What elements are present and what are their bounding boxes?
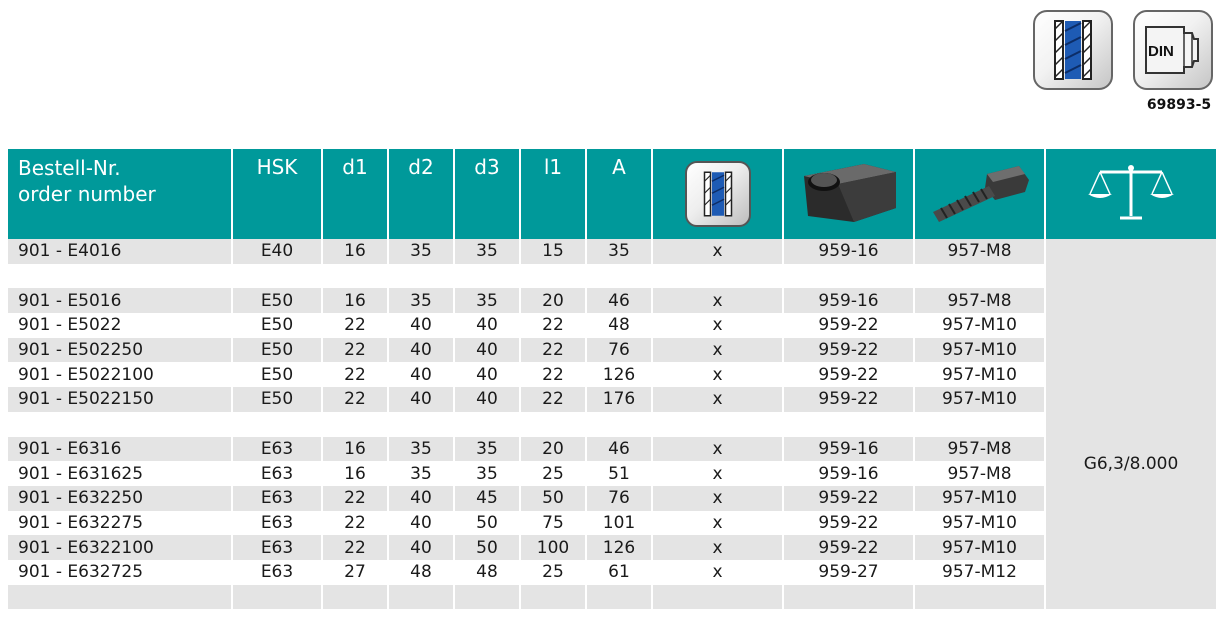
cell-hsk xyxy=(233,264,323,289)
cell-l1: 50 xyxy=(521,486,587,511)
clamping-block-icon xyxy=(794,156,904,228)
cell-screw: 957-M10 xyxy=(915,362,1046,387)
cell-d3: 40 xyxy=(455,338,521,363)
balance-scale-icon xyxy=(1086,160,1176,224)
cell-hsk: E40 xyxy=(233,239,323,264)
cell-clamp: 959-22 xyxy=(784,362,915,387)
cell-l1 xyxy=(521,264,587,289)
cell-clamp xyxy=(784,585,915,610)
cell-a: 126 xyxy=(587,535,653,560)
cell-order: 901 - E631625 xyxy=(8,461,233,486)
cell-d3 xyxy=(455,412,521,437)
screw-icon xyxy=(925,156,1035,228)
cell-a: 76 xyxy=(587,486,653,511)
cell-l1: 25 xyxy=(521,461,587,486)
cell-d1 xyxy=(323,585,389,610)
cell-d3: 40 xyxy=(455,387,521,412)
cell-d2: 40 xyxy=(389,338,455,363)
cell-screw: 957-M8 xyxy=(915,461,1046,486)
cell-clamp: 959-22 xyxy=(784,387,915,412)
cell-d2: 40 xyxy=(389,313,455,338)
cell-screw: 957-M10 xyxy=(915,313,1046,338)
cell-a: 76 xyxy=(587,338,653,363)
cell-a xyxy=(587,264,653,289)
cell-bal: x xyxy=(653,362,784,387)
din-standard-icon xyxy=(1133,10,1213,90)
cell-d2: 40 xyxy=(389,362,455,387)
table-row xyxy=(8,486,1216,511)
cell-d1: 16 xyxy=(323,437,389,462)
cell-bal: x xyxy=(653,437,784,462)
cell-d3: 50 xyxy=(455,535,521,560)
cell-order: 901 - E632250 xyxy=(8,486,233,511)
cell-clamp: 959-16 xyxy=(784,437,915,462)
cell-screw: 957-M10 xyxy=(915,511,1046,536)
cell-clamp: 959-16 xyxy=(784,239,915,264)
cell-hsk: E63 xyxy=(233,560,323,585)
cell-weight xyxy=(1046,239,1216,609)
table-row xyxy=(8,264,1216,289)
cell-a: 61 xyxy=(587,560,653,585)
header-screw xyxy=(915,149,1046,239)
cell-order: 901 - E4016 xyxy=(8,239,233,264)
table-row xyxy=(8,239,1216,264)
cell-screw: 957-M10 xyxy=(915,387,1046,412)
cell-d1: 16 xyxy=(323,239,389,264)
cell-d3: 45 xyxy=(455,486,521,511)
cell-order: 901 - E5022100 xyxy=(8,362,233,387)
cell-hsk: E50 xyxy=(233,338,323,363)
cell-hsk: E63 xyxy=(233,535,323,560)
header-d1: d1 xyxy=(323,149,389,239)
cell-hsk: E50 xyxy=(233,313,323,338)
cell-d1: 22 xyxy=(323,486,389,511)
cell-clamp: 959-22 xyxy=(784,338,915,363)
table-row xyxy=(8,585,1216,610)
cell-d3: 35 xyxy=(455,461,521,486)
cell-d1: 16 xyxy=(323,288,389,313)
din-taper-glyph xyxy=(1142,21,1204,79)
balanced-cutter-glyph xyxy=(1049,19,1097,81)
cell-hsk: E63 xyxy=(233,511,323,536)
table-row xyxy=(8,362,1216,387)
cell-d3: 40 xyxy=(455,313,521,338)
cell-d1 xyxy=(323,412,389,437)
cell-clamp xyxy=(784,412,915,437)
cell-screw: 957-M10 xyxy=(915,535,1046,560)
cell-l1: 100 xyxy=(521,535,587,560)
cell-l1: 15 xyxy=(521,239,587,264)
cell-d2: 48 xyxy=(389,560,455,585)
cell-hsk: E50 xyxy=(233,288,323,313)
cell-d1 xyxy=(323,264,389,289)
cell-bal: x xyxy=(653,387,784,412)
cell-order: 901 - E5022150 xyxy=(8,387,233,412)
table-row xyxy=(8,511,1216,536)
header-clamping-block xyxy=(784,149,915,239)
cell-d1: 22 xyxy=(323,362,389,387)
cell-a: 46 xyxy=(587,437,653,462)
cell-bal: x xyxy=(653,535,784,560)
cell-d2: 40 xyxy=(389,511,455,536)
cell-l1 xyxy=(521,585,587,610)
cell-d1: 16 xyxy=(323,461,389,486)
header-weight xyxy=(1046,149,1216,239)
cell-hsk: E63 xyxy=(233,461,323,486)
cell-order: 901 - E6322100 xyxy=(8,535,233,560)
cell-d3: 35 xyxy=(455,288,521,313)
cell-l1: 20 xyxy=(521,437,587,462)
header-l1: l1 xyxy=(521,149,587,239)
cell-a xyxy=(587,585,653,610)
cell-l1: 22 xyxy=(521,338,587,363)
cell-screw: 957-M8 xyxy=(915,239,1046,264)
header-balanced xyxy=(653,149,784,239)
cell-clamp: 959-22 xyxy=(784,511,915,536)
cell-l1: 22 xyxy=(521,387,587,412)
cell-screw: 957-M10 xyxy=(915,338,1046,363)
cell-clamp: 959-27 xyxy=(784,560,915,585)
cell-hsk xyxy=(233,585,323,610)
cell-l1: 22 xyxy=(521,362,587,387)
cell-screw xyxy=(915,264,1046,289)
cell-l1: 20 xyxy=(521,288,587,313)
cell-a: 176 xyxy=(587,387,653,412)
cell-bal: x xyxy=(653,313,784,338)
table-row xyxy=(8,560,1216,585)
cell-a: 101 xyxy=(587,511,653,536)
cell-bal: x xyxy=(653,511,784,536)
cell-l1: 75 xyxy=(521,511,587,536)
cell-clamp xyxy=(784,264,915,289)
cell-hsk: E63 xyxy=(233,486,323,511)
table-header-row xyxy=(8,149,1216,239)
cell-bal: x xyxy=(653,560,784,585)
cell-bal: x xyxy=(653,288,784,313)
table-row xyxy=(8,461,1216,486)
cell-screw: 957-M12 xyxy=(915,560,1046,585)
cell-hsk xyxy=(233,412,323,437)
header-order-line2: order number xyxy=(18,182,156,206)
cell-bal xyxy=(653,585,784,610)
cell-d3 xyxy=(455,264,521,289)
header-d2: d2 xyxy=(389,149,455,239)
header-hsk: HSK xyxy=(233,149,323,239)
cell-d2 xyxy=(389,412,455,437)
cell-d1: 27 xyxy=(323,560,389,585)
cell-d3: 48 xyxy=(455,560,521,585)
cell-d2: 40 xyxy=(389,535,455,560)
cell-d1: 22 xyxy=(323,387,389,412)
cell-screw xyxy=(915,412,1046,437)
cell-d2 xyxy=(389,264,455,289)
cell-screw xyxy=(915,585,1046,610)
cell-d3: 50 xyxy=(455,511,521,536)
balanced-cutter-icon xyxy=(1033,10,1113,90)
cell-clamp: 959-22 xyxy=(784,486,915,511)
cell-d2: 40 xyxy=(389,387,455,412)
balanced-cutter-icon xyxy=(685,161,751,227)
cell-order: 901 - E632275 xyxy=(8,511,233,536)
cell-hsk: E50 xyxy=(233,387,323,412)
cell-d1: 22 xyxy=(323,535,389,560)
cell-bal: x xyxy=(653,486,784,511)
product-table xyxy=(8,149,1216,609)
cell-d2: 35 xyxy=(389,461,455,486)
cell-bal: x xyxy=(653,239,784,264)
header-order-number xyxy=(8,149,233,239)
cell-a: 126 xyxy=(587,362,653,387)
cell-d3: 40 xyxy=(455,362,521,387)
din-number: 69893-5 xyxy=(1146,97,1212,113)
cell-a xyxy=(587,412,653,437)
table-row xyxy=(8,412,1216,437)
cell-screw: 957-M8 xyxy=(915,288,1046,313)
cell-d1: 22 xyxy=(323,313,389,338)
weight-value: G6,3/8.000 xyxy=(1083,454,1179,475)
cell-hsk: E50 xyxy=(233,362,323,387)
cell-l1: 22 xyxy=(521,313,587,338)
cell-a: 46 xyxy=(587,288,653,313)
balanced-cutter-small-glyph xyxy=(700,169,736,219)
product-table-container xyxy=(8,149,1216,609)
cell-order: 901 - E5016 xyxy=(8,288,233,313)
cell-d2: 35 xyxy=(389,239,455,264)
cell-order xyxy=(8,412,233,437)
header-d3: d3 xyxy=(455,149,521,239)
cell-bal xyxy=(653,264,784,289)
table-row xyxy=(8,313,1216,338)
table-row xyxy=(8,437,1216,462)
cell-order xyxy=(8,264,233,289)
header-a: A xyxy=(587,149,653,239)
cell-bal: x xyxy=(653,461,784,486)
cell-a: 51 xyxy=(587,461,653,486)
cell-d1: 22 xyxy=(323,511,389,536)
cell-d3: 35 xyxy=(455,239,521,264)
cell-clamp: 959-22 xyxy=(784,313,915,338)
din-text: DIN xyxy=(1148,43,1174,60)
cell-d2 xyxy=(389,585,455,610)
cell-clamp: 959-16 xyxy=(784,461,915,486)
cell-hsk: E63 xyxy=(233,437,323,462)
table-row xyxy=(8,288,1216,313)
cell-d2: 40 xyxy=(389,486,455,511)
cell-clamp: 959-16 xyxy=(784,288,915,313)
cell-d2: 35 xyxy=(389,288,455,313)
cell-order: 901 - E502250 xyxy=(8,338,233,363)
table-row xyxy=(8,387,1216,412)
cell-d2: 35 xyxy=(389,437,455,462)
table-row xyxy=(8,338,1216,363)
cell-l1 xyxy=(521,412,587,437)
cell-d3 xyxy=(455,585,521,610)
cell-a: 48 xyxy=(587,313,653,338)
cell-clamp: 959-22 xyxy=(784,535,915,560)
cell-order xyxy=(8,585,233,610)
cell-bal: x xyxy=(653,338,784,363)
cell-bal xyxy=(653,412,784,437)
cell-d1: 22 xyxy=(323,338,389,363)
cell-screw: 957-M10 xyxy=(915,486,1046,511)
cell-screw: 957-M8 xyxy=(915,437,1046,462)
table-body xyxy=(8,239,1216,609)
header-order-line1: Bestell-Nr. xyxy=(18,156,121,180)
cell-d3: 35 xyxy=(455,437,521,462)
cell-order: 901 - E5022 xyxy=(8,313,233,338)
cell-a: 35 xyxy=(587,239,653,264)
cell-order: 901 - E632725 xyxy=(8,560,233,585)
cell-order: 901 - E6316 xyxy=(8,437,233,462)
cell-l1: 25 xyxy=(521,560,587,585)
table-row xyxy=(8,535,1216,560)
